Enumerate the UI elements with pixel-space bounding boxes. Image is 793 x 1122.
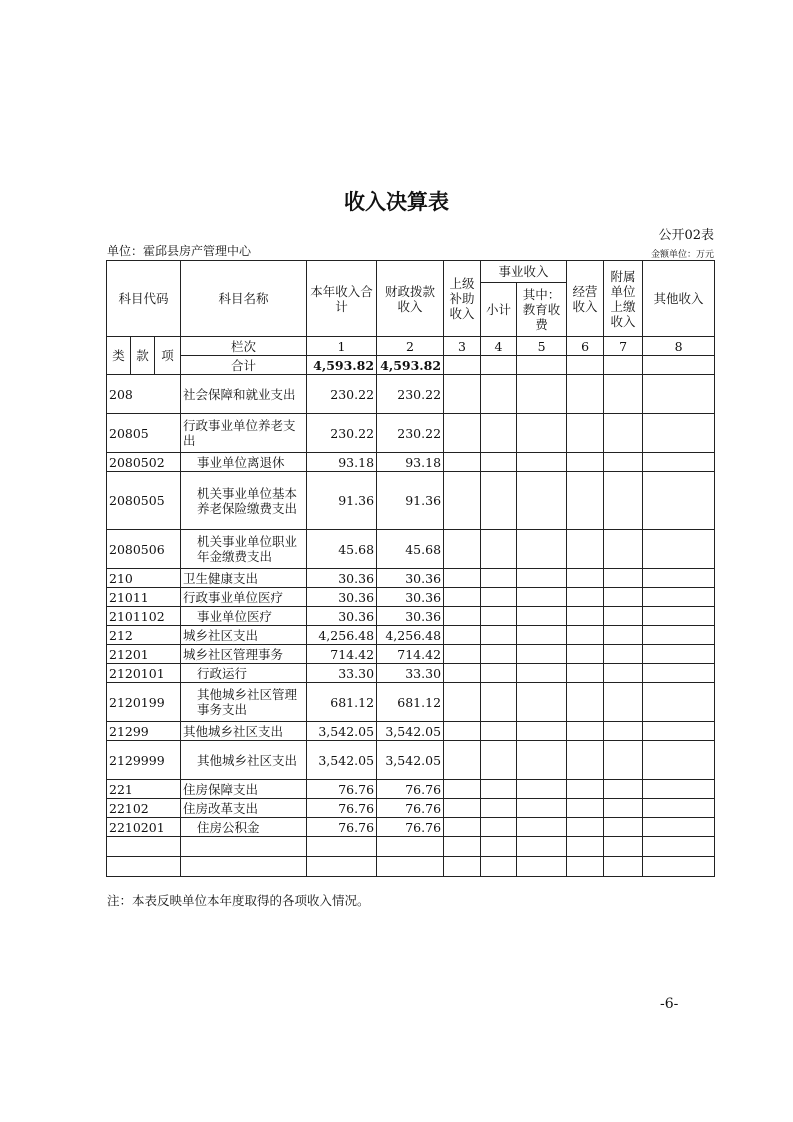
empty-cell xyxy=(604,414,643,453)
subject-code: 208 xyxy=(107,375,181,414)
empty-cell xyxy=(444,722,481,741)
empty-cell xyxy=(517,818,567,837)
subject-code: 2101102 xyxy=(107,607,181,626)
empty-cell xyxy=(481,818,517,837)
total-income: 33.30 xyxy=(307,664,377,683)
empty-cell xyxy=(517,664,567,683)
total-income: 3,542.05 xyxy=(307,722,377,741)
subject-code: 2210201 xyxy=(107,818,181,837)
empty-cell xyxy=(643,375,715,414)
header-kuan: 款 xyxy=(131,337,155,375)
total-income: 714.42 xyxy=(307,645,377,664)
fiscal-income: 4,256.48 xyxy=(377,626,444,645)
subject-name: 住房公积金 xyxy=(181,818,307,837)
total-income: 4,256.48 xyxy=(307,626,377,645)
subject-name: 机关事业单位职业年金缴费支出 xyxy=(181,530,307,569)
empty-cell xyxy=(643,818,715,837)
subject-name: 机关事业单位基本养老保险缴费支出 xyxy=(181,472,307,530)
fiscal-income: 230.22 xyxy=(377,375,444,414)
subject-code: 21299 xyxy=(107,722,181,741)
subject-name: 事业单位离退休 xyxy=(181,453,307,472)
total-income: 93.18 xyxy=(307,453,377,472)
empty-cell xyxy=(517,780,567,799)
empty-cell xyxy=(567,626,604,645)
fiscal-income: 93.18 xyxy=(377,453,444,472)
header-subject-code: 科目代码 xyxy=(107,261,181,337)
empty-cell xyxy=(567,375,604,414)
empty-cell xyxy=(643,472,715,530)
empty-cell xyxy=(481,741,517,780)
page-title: 收入决算表 xyxy=(344,190,449,214)
empty-cell xyxy=(481,530,517,569)
table-row xyxy=(107,453,715,472)
empty-cell xyxy=(481,799,517,818)
empty-cell xyxy=(567,664,604,683)
empty-cell xyxy=(567,414,604,453)
header-edu-fee: 其中：教育收费 xyxy=(517,283,567,337)
subject-code: 20805 xyxy=(107,414,181,453)
empty-cell xyxy=(604,569,643,588)
empty-cell xyxy=(444,453,481,472)
header-operating: 经营收入 xyxy=(567,261,604,337)
col-number: 3 xyxy=(444,337,481,356)
subject-name: 行政事业单位医疗 xyxy=(181,588,307,607)
empty-cell xyxy=(604,645,643,664)
table-row xyxy=(107,375,715,414)
empty-cell xyxy=(517,626,567,645)
col-number: 6 xyxy=(567,337,604,356)
col-number: 7 xyxy=(604,337,643,356)
empty-cell xyxy=(604,741,643,780)
table-row xyxy=(107,472,715,530)
total-income: 30.36 xyxy=(307,607,377,626)
empty-cell xyxy=(444,569,481,588)
empty-cell xyxy=(567,741,604,780)
table-row xyxy=(107,780,715,799)
subject-name: 住房保障支出 xyxy=(181,780,307,799)
subject-name: 行政事业单位养老支出 xyxy=(181,414,307,453)
subject-name: 其他城乡社区管理事务支出 xyxy=(181,683,307,722)
header-total-income: 本年收入合计 xyxy=(307,261,377,337)
empty-cell xyxy=(567,453,604,472)
empty-row xyxy=(107,837,715,857)
empty-cell xyxy=(567,530,604,569)
empty-cell xyxy=(643,414,715,453)
empty-cell xyxy=(444,626,481,645)
fiscal-income: 45.68 xyxy=(377,530,444,569)
total-label: 合计 xyxy=(181,356,307,375)
empty-cell xyxy=(643,626,715,645)
fiscal-income: 76.76 xyxy=(377,799,444,818)
empty-cell xyxy=(444,414,481,453)
empty-cell xyxy=(444,375,481,414)
fiscal-income: 30.36 xyxy=(377,588,444,607)
empty-cell xyxy=(517,414,567,453)
empty-cell xyxy=(481,472,517,530)
empty-cell xyxy=(481,453,517,472)
subject-name: 城乡社区管理事务 xyxy=(181,645,307,664)
table-row xyxy=(107,414,715,453)
empty-cell xyxy=(567,780,604,799)
empty-cell xyxy=(604,683,643,722)
empty-cell xyxy=(567,722,604,741)
empty-cell xyxy=(481,683,517,722)
empty-cell xyxy=(481,588,517,607)
empty-cell xyxy=(567,818,604,837)
empty-cell xyxy=(643,722,715,741)
table-row xyxy=(107,741,715,780)
header-career-income: 事业收入 xyxy=(481,261,567,283)
fiscal-income: 30.36 xyxy=(377,569,444,588)
empty-cell xyxy=(444,645,481,664)
header-xiang: 项 xyxy=(155,337,181,375)
empty-cell xyxy=(517,530,567,569)
empty-cell xyxy=(481,626,517,645)
empty-cell xyxy=(643,780,715,799)
empty-cell xyxy=(643,530,715,569)
table-row xyxy=(107,799,715,818)
subject-code: 21011 xyxy=(107,588,181,607)
subject-code: 2080506 xyxy=(107,530,181,569)
subject-name: 其他城乡社区支出 xyxy=(181,722,307,741)
empty-cell xyxy=(444,780,481,799)
fiscal-income: 76.76 xyxy=(377,780,444,799)
empty-cell xyxy=(481,645,517,664)
col-number: 4 xyxy=(481,337,517,356)
total-income: 76.76 xyxy=(307,799,377,818)
empty-cell xyxy=(643,607,715,626)
empty-cell xyxy=(643,683,715,722)
subject-code: 2120101 xyxy=(107,664,181,683)
empty-cell xyxy=(567,569,604,588)
empty-cell xyxy=(481,780,517,799)
total-income: 3,542.05 xyxy=(307,741,377,780)
total-income: 230.22 xyxy=(307,414,377,453)
empty-cell xyxy=(643,569,715,588)
empty-cell xyxy=(604,530,643,569)
table-row xyxy=(107,588,715,607)
empty-cell xyxy=(517,683,567,722)
empty-cell xyxy=(604,588,643,607)
empty-cell xyxy=(444,799,481,818)
empty-cell xyxy=(567,683,604,722)
empty-cell xyxy=(517,607,567,626)
total-income: 30.36 xyxy=(307,569,377,588)
empty-cell xyxy=(444,607,481,626)
header-lei: 类 xyxy=(107,337,131,375)
subject-name: 其他城乡社区支出 xyxy=(181,741,307,780)
table-row xyxy=(107,722,715,741)
empty-cell xyxy=(481,722,517,741)
empty-cell xyxy=(444,664,481,683)
total-row xyxy=(107,356,715,375)
empty-cell xyxy=(567,799,604,818)
empty-cell xyxy=(604,607,643,626)
empty-cell xyxy=(604,472,643,530)
table-row xyxy=(107,664,715,683)
empty-cell xyxy=(517,453,567,472)
subject-code: 2080502 xyxy=(107,453,181,472)
header-other: 其他收入 xyxy=(643,261,715,337)
empty-cell xyxy=(517,588,567,607)
empty-cell xyxy=(643,741,715,780)
empty-cell xyxy=(604,780,643,799)
col-number: 8 xyxy=(643,337,715,356)
empty-cell xyxy=(444,588,481,607)
col-number: 1 xyxy=(307,337,377,356)
fiscal-income: 76.76 xyxy=(377,818,444,837)
total-income: 45.68 xyxy=(307,530,377,569)
empty-cell xyxy=(604,626,643,645)
empty-cell xyxy=(444,683,481,722)
subject-code: 221 xyxy=(107,780,181,799)
header-affiliated: 附属单位上缴收入 xyxy=(604,261,643,337)
subject-code: 21201 xyxy=(107,645,181,664)
empty-cell xyxy=(567,645,604,664)
empty-cell xyxy=(643,645,715,664)
empty-row xyxy=(107,857,715,877)
table-row xyxy=(107,683,715,722)
unit-label: 单位：霍邱县房产管理中心 xyxy=(107,244,252,258)
total-income: 91.36 xyxy=(307,472,377,530)
empty-cell xyxy=(517,722,567,741)
table-row xyxy=(107,607,715,626)
subject-name: 住房改革支出 xyxy=(181,799,307,818)
table-row xyxy=(107,530,715,569)
empty-cell xyxy=(444,472,481,530)
empty-cell xyxy=(517,569,567,588)
empty-cell xyxy=(643,588,715,607)
empty-cell xyxy=(643,453,715,472)
total-fiscal-value: 4,593.82 xyxy=(377,356,444,375)
total-income: 230.22 xyxy=(307,375,377,414)
header-subject-name: 科目名称 xyxy=(181,261,307,337)
fiscal-income: 33.30 xyxy=(377,664,444,683)
subject-code: 22102 xyxy=(107,799,181,818)
empty-cell xyxy=(567,588,604,607)
subject-name: 卫生健康支出 xyxy=(181,569,307,588)
table-row xyxy=(107,818,715,837)
empty-cell xyxy=(517,375,567,414)
empty-cell xyxy=(643,664,715,683)
empty-cell xyxy=(567,472,604,530)
subject-name: 行政运行 xyxy=(181,664,307,683)
form-number: 公开02表 xyxy=(658,228,714,243)
subject-code: 210 xyxy=(107,569,181,588)
empty-cell xyxy=(517,645,567,664)
footnote: 注：本表反映单位本年度取得的各项收入情况。 xyxy=(107,893,370,908)
empty-cell xyxy=(517,799,567,818)
table-row xyxy=(107,626,715,645)
fiscal-income: 3,542.05 xyxy=(377,722,444,741)
empty-cell xyxy=(481,664,517,683)
subject-name: 事业单位医疗 xyxy=(181,607,307,626)
subject-name: 城乡社区支出 xyxy=(181,626,307,645)
amount-unit-label: 金额单位：万元 xyxy=(650,250,714,260)
empty-cell xyxy=(567,607,604,626)
empty-cell xyxy=(481,414,517,453)
header-upper-subsidy: 上级补助收入 xyxy=(444,261,481,337)
table-row xyxy=(107,569,715,588)
empty-cell xyxy=(604,453,643,472)
fiscal-income: 3,542.05 xyxy=(377,741,444,780)
empty-cell xyxy=(643,799,715,818)
empty-cell xyxy=(481,569,517,588)
col-number: 5 xyxy=(517,337,567,356)
empty-cell xyxy=(604,799,643,818)
subject-code: 2129999 xyxy=(107,741,181,780)
fiscal-income: 714.42 xyxy=(377,645,444,664)
total-income-value: 4,593.82 xyxy=(307,356,377,375)
total-income: 30.36 xyxy=(307,588,377,607)
fiscal-income: 681.12 xyxy=(377,683,444,722)
fiscal-income: 91.36 xyxy=(377,472,444,530)
header-column-order: 栏次 xyxy=(181,337,307,356)
table-row xyxy=(107,645,715,664)
col-number: 2 xyxy=(377,337,444,356)
total-income: 681.12 xyxy=(307,683,377,722)
total-income: 76.76 xyxy=(307,780,377,799)
empty-cell xyxy=(481,375,517,414)
empty-cell xyxy=(604,722,643,741)
subject-code: 212 xyxy=(107,626,181,645)
page-number: -6- xyxy=(660,996,679,1012)
subject-code: 2120199 xyxy=(107,683,181,722)
subject-code: 2080505 xyxy=(107,472,181,530)
subject-name: 社会保障和就业支出 xyxy=(181,375,307,414)
header-subtotal: 小计 xyxy=(481,283,517,337)
fiscal-income: 30.36 xyxy=(377,607,444,626)
income-table xyxy=(106,260,715,877)
empty-cell xyxy=(444,741,481,780)
header-fiscal: 财政拨款收入 xyxy=(377,261,444,337)
empty-cell xyxy=(604,664,643,683)
empty-cell xyxy=(517,472,567,530)
total-income: 76.76 xyxy=(307,818,377,837)
empty-cell xyxy=(604,375,643,414)
empty-cell xyxy=(481,607,517,626)
empty-cell xyxy=(444,530,481,569)
fiscal-income: 230.22 xyxy=(377,414,444,453)
empty-cell xyxy=(517,741,567,780)
empty-cell xyxy=(604,818,643,837)
empty-cell xyxy=(444,818,481,837)
